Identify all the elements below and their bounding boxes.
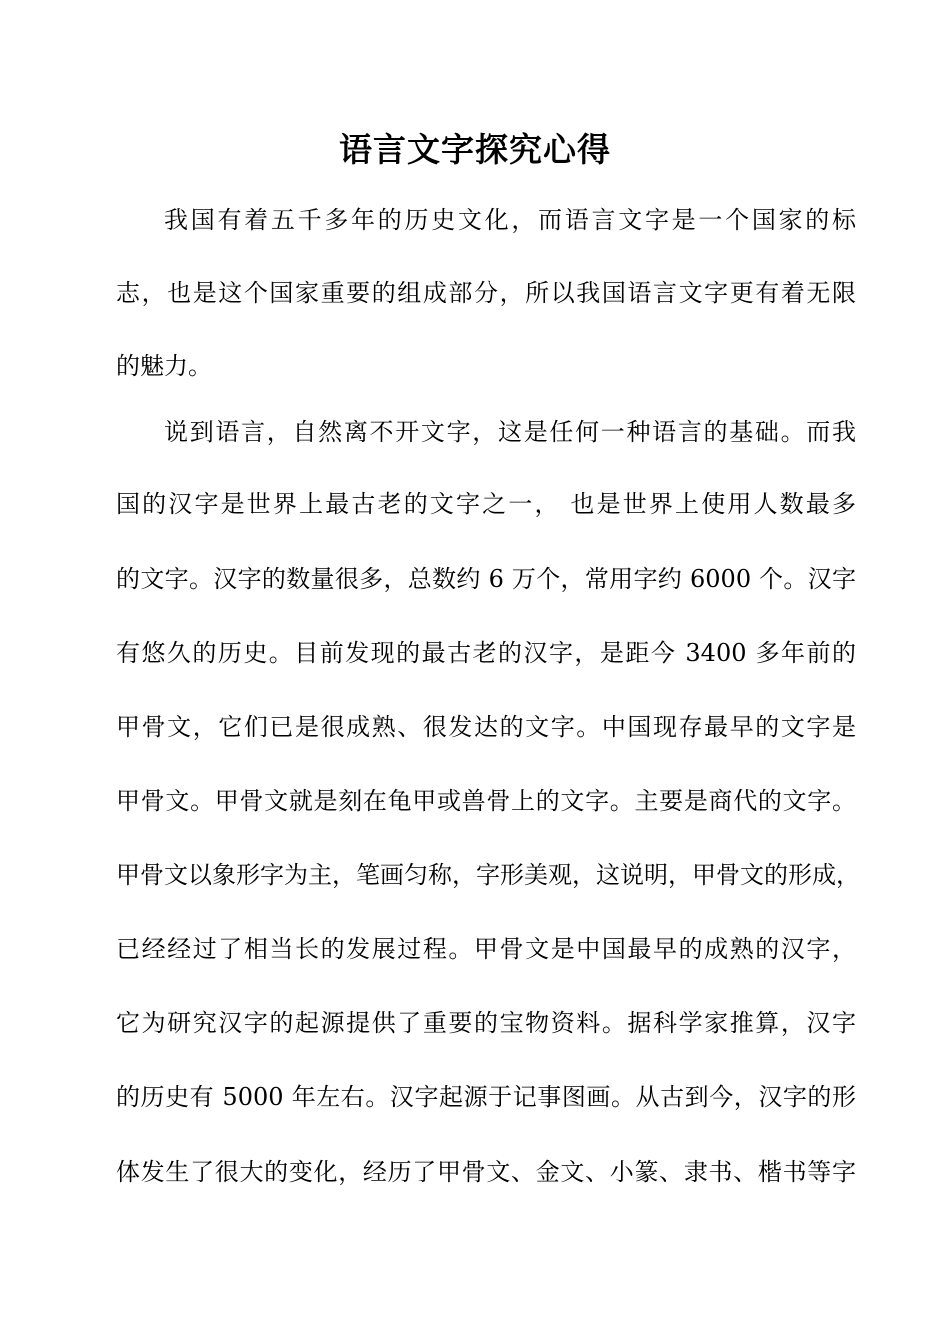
- paragraph-line: 志，也是这个国家重要的组成部分，所以我国语言文字更有着无限: [116, 279, 856, 307]
- paragraph-line: 的历史有 5000 年左右。汉字起源于记事图画。从古到今，汉字的形: [116, 1083, 856, 1111]
- paragraph-line: 已经经过了相当长的发展过程。甲骨文是中国最早的成熟的汉字，: [116, 935, 856, 963]
- paragraph-line: 它为研究汉字的起源提供了重要的宝物资料。据科学家推算，汉字: [116, 1009, 856, 1037]
- paragraph-line: 甲骨文以象形字为主，笔画匀称，字形美观，这说明，甲骨文的形成，: [116, 861, 860, 889]
- paragraph-line: 说到语言，自然离不开文字，这是任何一种语言的基础。而我: [164, 418, 856, 446]
- paragraph-line: 的魅力。: [116, 352, 212, 380]
- document-title: 语言文字探究心得: [339, 130, 611, 169]
- paragraph-line: 我国有着五千多年的历史文化，而语言文字是一个国家的标: [164, 206, 856, 234]
- paragraph-line: 的文字。汉字的数量很多，总数约 6 万个，常用字约 6000 个。汉字: [116, 565, 856, 593]
- paragraph-line: 有悠久的历史。目前发现的最古老的汉字，是距今 3400 多年前的: [116, 639, 856, 667]
- paragraph-line: 甲骨文，它们已是很成熟、很发达的文字。中国现存最早的文字是: [116, 713, 856, 741]
- paragraph-line: 国的汉字是世界上最古老的文字之一， 也是世界上使用人数最多: [116, 490, 856, 518]
- paragraph-line: 体发生了很大的变化，经历了甲骨文、金文、小篆、隶书、楷书等字: [116, 1158, 856, 1186]
- paragraph-line: 甲骨文。甲骨文就是刻在龟甲或兽骨上的文字。主要是商代的文字。: [116, 787, 856, 815]
